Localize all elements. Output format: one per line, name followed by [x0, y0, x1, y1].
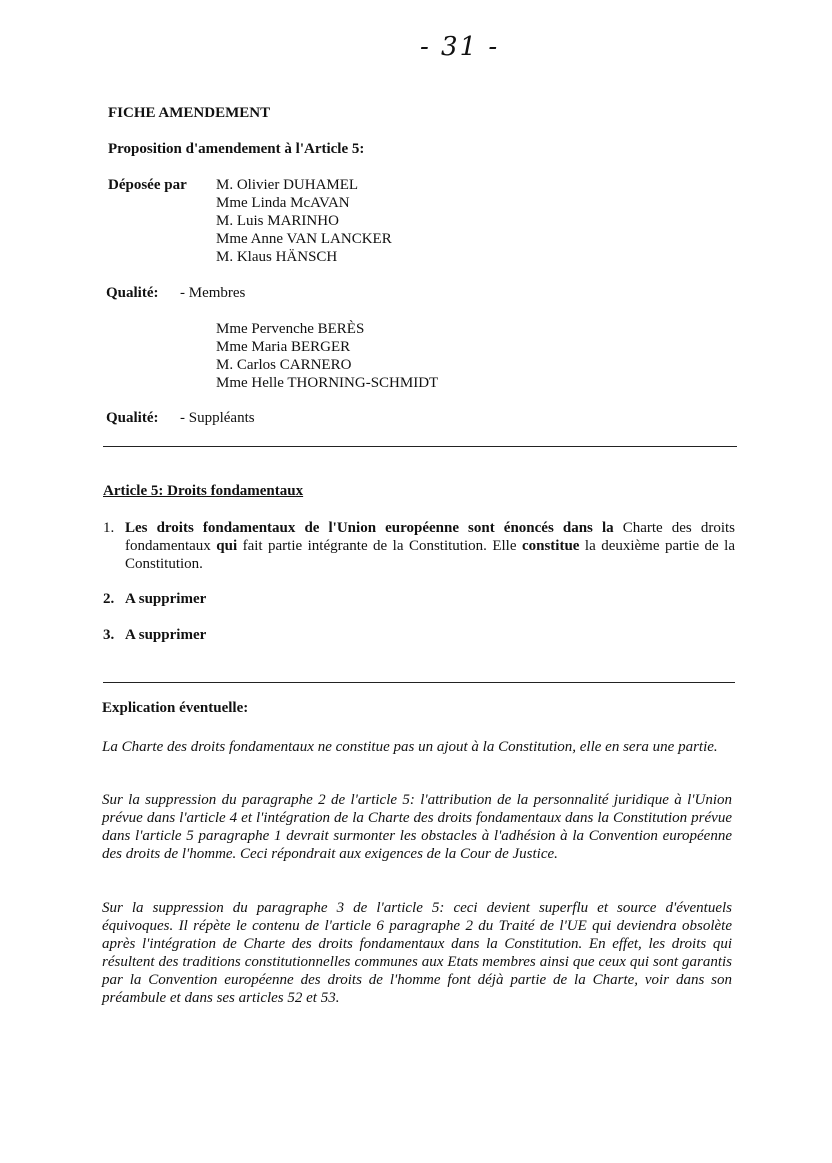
page-number: - 31 - [420, 32, 500, 62]
author-name: Mme Anne VAN LANCKER [216, 231, 392, 247]
qualite-substitutes-row [106, 409, 255, 427]
text-segment: fait partie intégrante de la Constitution. Elle [237, 538, 522, 554]
qualite-label: Qualité: [106, 285, 159, 301]
deposee-names-members [216, 176, 636, 266]
author-name: M. Luis MARINHO [216, 213, 339, 229]
author-name: M. Klaus HÄNSCH [216, 249, 338, 265]
document-title: FICHE AMENDEMENT [108, 105, 271, 121]
author-name: Mme Linda McAVAN [216, 195, 350, 211]
article-paragraph-2 [103, 590, 735, 608]
proposition-heading: Proposition d'amendement à l'Article 5: [108, 141, 365, 157]
paragraph-text: A supprimer [125, 591, 207, 607]
author-name: Mme Helle THORNING-SCHMIDT [216, 375, 439, 391]
deposee-names-substitutes [216, 320, 636, 392]
qualite-label: Qualité: [106, 410, 159, 426]
article-paragraph-1 [103, 519, 735, 573]
paragraph-text: A supprimer [125, 627, 207, 643]
paragraph-number: 2. [103, 591, 115, 607]
deposee-par-label: Déposée par [108, 177, 187, 193]
text-segment: Les droits fondamentaux de l'Union européenne sont énoncés dans la [125, 520, 614, 536]
qualite-value: - Suppléants [180, 410, 255, 426]
explication-paragraph: Sur la suppression du paragraphe 2 de l'article 5: l'attribution de la personnalité juridique à l'Union prévue dans l'article 4 et l'intégration de la Charte des droits fondamentaux dans la Constitution prévue dans l'article 5 paragraphe 1 devrait surmonter les obstacles à l'adhésion à la Convention européenne des droits de l'homme. Ceci répondrait aux exigences de la Cour de Justice. [102, 792, 732, 862]
article-paragraph-3 [103, 626, 735, 644]
divider [103, 682, 735, 683]
text-segment: qui [216, 538, 238, 554]
qualite-members-row [106, 284, 245, 302]
explication-paragraph: Sur la suppression du paragraphe 3 de l'article 5: ceci devient superflu et source d'éventuels équivoques. Il répète le contenu de l'article 6 paragraphe 2 du Traité de l'UE qui deviendra obsolète après l'intégration de Charte des droits fondamentaux dans la Constitution. En effet, les droits qui résultent des traditions constitutionnelles communes aux Etats membres ainsi que ceux qui sont garantis par la Convention européenne des droits de l'homme font déjà partie de la Charte, voir dans son préambule et dans ses articles 52 et 53. [102, 900, 732, 1006]
explication-paragraph: La Charte des droits fondamentaux ne constitue pas un ajout à la Constitution, elle en sera une partie. [102, 739, 718, 755]
paragraph-number: 3. [103, 627, 115, 643]
qualite-value: - Membres [180, 285, 246, 301]
author-name: Mme Pervenche BERÈS [216, 321, 365, 337]
paragraph-text [125, 519, 735, 573]
explication-heading: Explication éventuelle: [102, 700, 249, 716]
text-segment: la deuxième partie de la Constitution. [125, 538, 735, 572]
divider [103, 446, 737, 447]
text-segment: constitue [521, 538, 580, 554]
article-title: Article 5: Droits fondamentaux [103, 483, 304, 499]
author-name: M. Olivier DUHAMEL [216, 177, 359, 193]
text-segment: Charte des droits fondamentaux [125, 520, 735, 554]
paragraph-number: 1. [103, 520, 115, 536]
author-name: M. Carlos CARNERO [216, 357, 352, 373]
author-name: Mme Maria BERGER [216, 339, 351, 355]
